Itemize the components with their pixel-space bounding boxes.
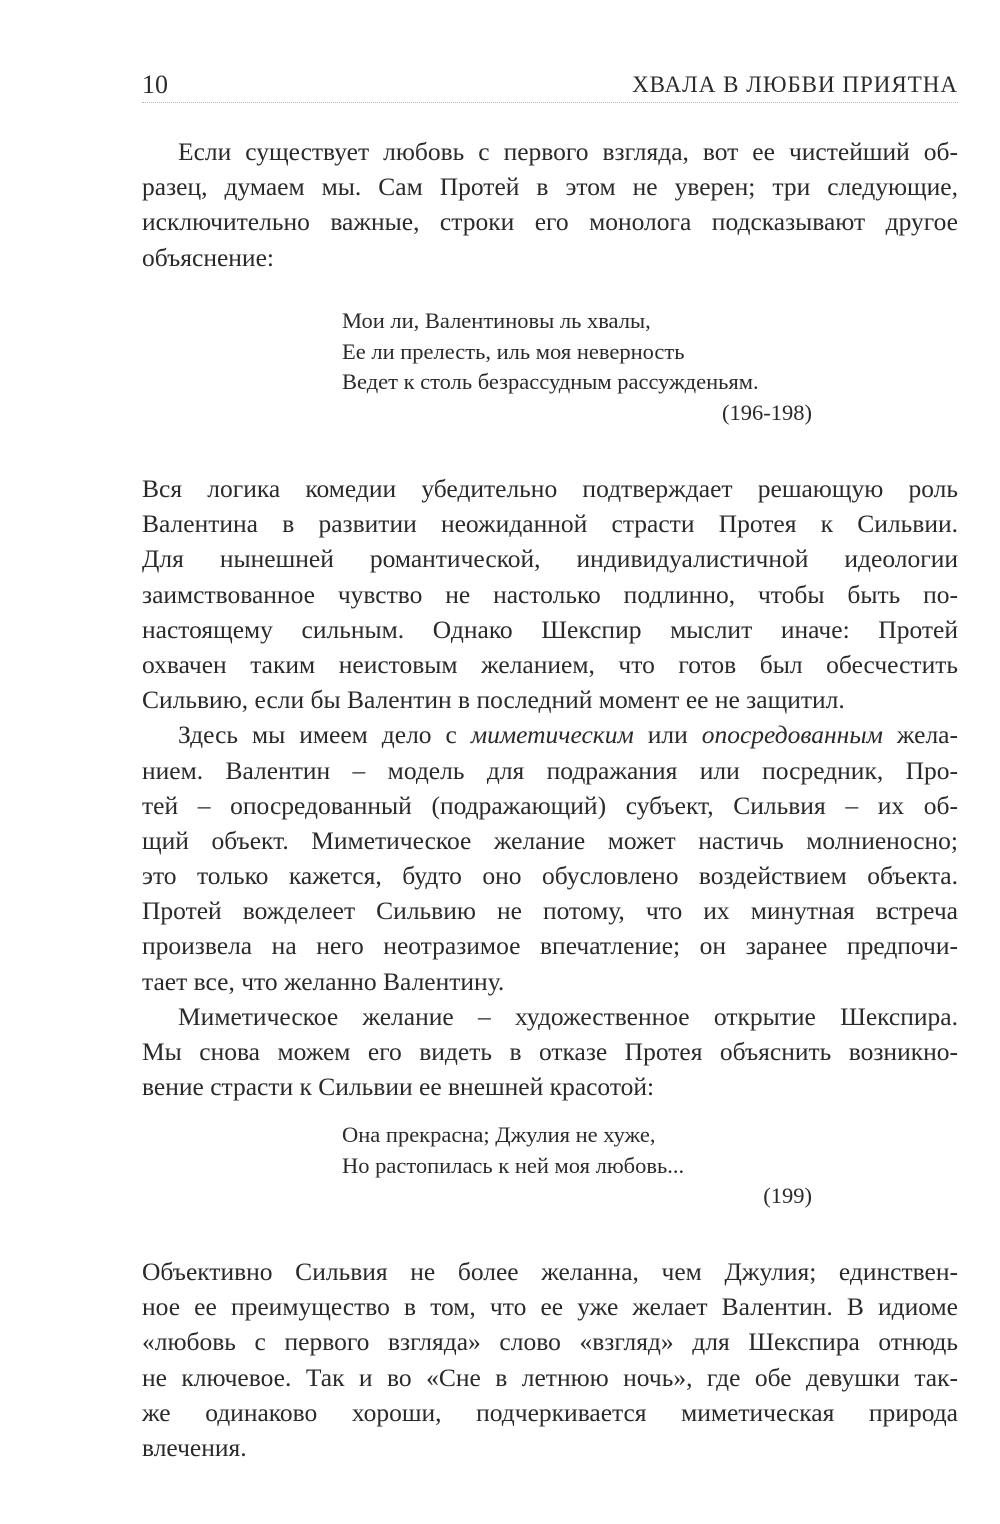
verse-quote-1 (342, 306, 812, 428)
text-line: влечения. (142, 1432, 247, 1462)
verse-line: Она прекрасна; Джулия не хуже, (342, 1122, 656, 1147)
text-line: Вся логика комедии убедительно подтверждает решающую роль (142, 474, 958, 503)
verse-line: Ведет к столь безрассудным рассужденьям. (342, 369, 759, 394)
text-line: заимствованное чувство не настолько подлинно, чтобы быть по- (142, 579, 958, 609)
text-line: «любовь с первого взгляда» слово «взгляд» для Шекспира отнюдь (142, 1327, 958, 1357)
text-line: Валентина в развитии неожиданной страсти Протея к Сильвии. (142, 509, 958, 539)
text-line: щий объект. Миметическое желание может настичь молниеносно; (142, 825, 958, 855)
text-run: Здесь мы имеем дело с (178, 720, 471, 750)
text-line: Если существует любовь с первого взгляда, вот ее чистейший об- (178, 137, 958, 166)
text-line: разец, думаем мы. Сам Протей в этом не уверен; три следующие, (142, 172, 958, 202)
text-line: Протей вожделеет Сильвию не потому, что их минутная встреча (142, 896, 958, 926)
italic-term: миметическим (470, 720, 634, 750)
text-line: это только кажется, будто оно обусловлено воздействием объекта. (142, 861, 958, 891)
text-line: ное ее преимущество в том, что ее уже желает Валентин. В идиоме (142, 1292, 958, 1322)
text-line: вение страсти к Сильвии ее внешней красотой: (142, 1072, 655, 1102)
running-head (142, 62, 958, 103)
text-line: не ключевое. Так и во «Сне в летнюю ночь», где обе девушки так- (142, 1362, 958, 1392)
page-number: 10 (142, 70, 168, 99)
verse-line: Мои ли, Валентиновы ль хвалы, (342, 308, 651, 333)
text-line: Для нынешней романтической, индивидуалистичной идеологии (142, 544, 958, 574)
paragraph-5 (142, 1254, 958, 1465)
text-line: исключительно важные, строки его монолога подсказывают другое (142, 207, 958, 237)
text-run: жела- (882, 720, 958, 750)
text-line: тей – опосредованный (подражающий) субъект, Сильвия – их об- (142, 790, 958, 820)
text-line: объяснение: (142, 242, 274, 272)
verse-line: Ее ли прелесть, иль моя неверность (342, 338, 685, 364)
text-line: Сильвию, если бы Валентин в последний момент ее не защитил. (142, 685, 845, 715)
text-line: Миметическое желание – художественное открытие Шекспира. (178, 1001, 958, 1031)
text-line-with-italics (142, 717, 958, 752)
text-line: Мы снова можем его видеть в отказе Протея объяснить возникно- (142, 1037, 958, 1066)
verse-line: Но растопилась к ней моя любовь... (342, 1152, 685, 1178)
text-line: нием. Валентин – модель для подражания или посредник, Про- (142, 755, 958, 785)
paragraph-1 (142, 134, 958, 275)
text-run: или (633, 720, 702, 750)
text-line: тает все, что желанно Валентину. (142, 966, 505, 996)
paragraph-2 (142, 471, 958, 1104)
verse-reference: (199) (763, 1183, 812, 1208)
text-line: Объективно Сильвия не более желанна, чем Джулия; единствен- (142, 1257, 958, 1286)
running-title: ХВАЛА В ЛЮБВИ ПРИЯТНА (632, 72, 958, 97)
verse-reference: (196-198) (722, 399, 812, 425)
text-line: же одинаково хороши, подчеркивается миметическая природа (142, 1397, 958, 1427)
italic-term: опосредованным (701, 720, 883, 750)
text-line: охвачен таким неистовым желанием, что готов был обесчестить (142, 649, 958, 679)
text-line: произвела на него неотразимое впечатление; он заранее предпочи- (142, 931, 958, 961)
text-line: настоящему сильным. Однако Шекспир мыслит иначе: Протей (142, 614, 958, 644)
verse-quote-2 (342, 1120, 812, 1212)
